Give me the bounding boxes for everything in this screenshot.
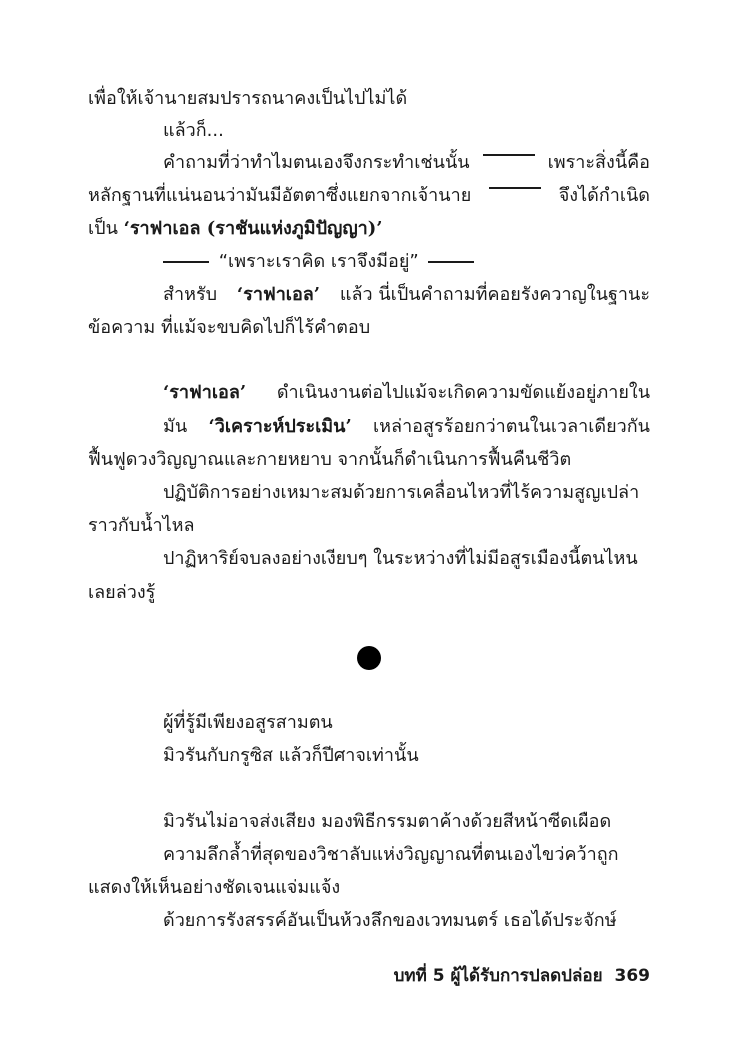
text-line — [88, 187, 650, 205]
text-segment: คำถามที่ว่าทำไมตนเองจึงกระทำเช่นนั้น — [163, 152, 470, 173]
chapter-title: บทที่ 5 ผู้ได้รับการปลดปล่อย — [393, 966, 603, 986]
em-dash — [489, 187, 541, 189]
text-segment: แล้ว นี่เป็นคำถามที่คอยรังควาญในฐานะ — [339, 284, 650, 305]
page-footer — [388, 962, 650, 989]
text-line — [88, 584, 155, 602]
text-segment: จึงได้กำเนิด — [558, 185, 650, 206]
text-segment: มัน — [163, 416, 188, 437]
text-line — [163, 813, 650, 831]
text-segment: เป็น — [88, 218, 118, 239]
quote-text: “เพราะเราคิด เราจึงมีอยู่” — [218, 251, 419, 272]
text-segment: ด้วยการรังสรรค์อันเป็นห้วงลึกของเวทมนตร์ เธอได้ประจักษ์ — [163, 910, 617, 931]
section-break-dot — [357, 646, 381, 670]
page-number: 369 — [614, 966, 650, 986]
text-segment: แสดงให้เห็นอย่างชัดเจนแจ่มแจ้ง — [88, 877, 341, 898]
text-segment: ปาฏิหาริย์จบลงอย่างเงียบๆ ในระหว่างที่ไม่มีอสูรเมืองนี้ตนไหน — [163, 548, 638, 569]
text-line — [163, 384, 650, 402]
text-line — [88, 517, 195, 535]
bold-name-raphael: ‘ราฟาเอล’ — [163, 382, 247, 403]
text-line — [163, 912, 650, 930]
em-dash — [483, 154, 535, 156]
text-line — [163, 550, 650, 568]
text-segment: เหล่าอสูรร้อยกว่าตนในเวลาเดียวกัน — [373, 416, 650, 437]
text-line — [88, 220, 383, 238]
text-line — [163, 714, 333, 732]
bold-name-raphael: ‘ราฟาเอล’ — [236, 284, 321, 305]
text-line — [163, 122, 224, 140]
text-line — [163, 253, 478, 271]
text-segment: หลักฐานที่แน่นอนว่ามันมีอัตตาซึ่งแยกจากเจ้านาย — [88, 185, 472, 206]
text-segment: ราวกับน้ำไหล — [88, 515, 195, 536]
text-line — [88, 90, 407, 108]
bold-term-analysis: ‘วิเคราะห์ประเมิน’ — [208, 416, 352, 437]
text-segment: แล้วก็... — [163, 120, 224, 141]
text-line — [88, 451, 571, 469]
em-dash — [428, 261, 474, 263]
text-segment: ฟื้นฟูดวงวิญญาณและกายหยาบ จากนั้นก็ดำเนินการฟื้นคืนชีวิต — [88, 449, 572, 470]
text-line — [163, 154, 650, 172]
text-segment: มิวรันไม่อาจส่งเสียง มองพิธีกรรมตาค้างด้วยสีหน้าซีดเผือด — [163, 811, 612, 832]
em-dash — [163, 261, 209, 263]
text-segment: มิวรันกับกรูซิส แล้วก็ปีศาจเท่านั้น — [163, 745, 419, 766]
bold-title-raphael: ‘ราฟาเอล (ราชันแห่งภูมิปัญญา)’ — [123, 218, 383, 239]
text-line — [163, 484, 650, 502]
text-segment: เพราะสิ่งนี้คือ — [547, 152, 650, 173]
text-segment: เลยล่วงรู้ — [88, 582, 156, 603]
text-line — [88, 319, 370, 337]
text-segment: ดำเนินงานต่อไปแม้จะเกิดความขัดแย้งอยู่ภายใน — [276, 382, 650, 403]
text-segment: เพื่อให้เจ้านายสมปรารถนาคงเป็นไปไม่ได้ — [88, 88, 408, 109]
text-segment: ปฏิบัติการอย่างเหมาะสมด้วยการเคลื่อนไหวที่ไร้ความสูญเปล่า — [163, 482, 640, 503]
text-line — [163, 846, 650, 864]
text-segment: ความลึกล้ำที่สุดของวิชาลับแห่งวิญญาณที่ตนเองไขว่คว้าถูก — [163, 844, 619, 865]
text-line — [88, 879, 340, 897]
text-line — [163, 418, 650, 436]
text-line — [163, 747, 419, 765]
text-segment: ผู้ที่รู้มีเพียงอสูรสามตน — [163, 712, 333, 733]
text-segment: ข้อความ ที่แม้จะขบคิดไปก็ไร้คำตอบ — [88, 317, 371, 338]
text-line — [163, 286, 650, 304]
text-segment: สำหรับ — [163, 284, 218, 305]
